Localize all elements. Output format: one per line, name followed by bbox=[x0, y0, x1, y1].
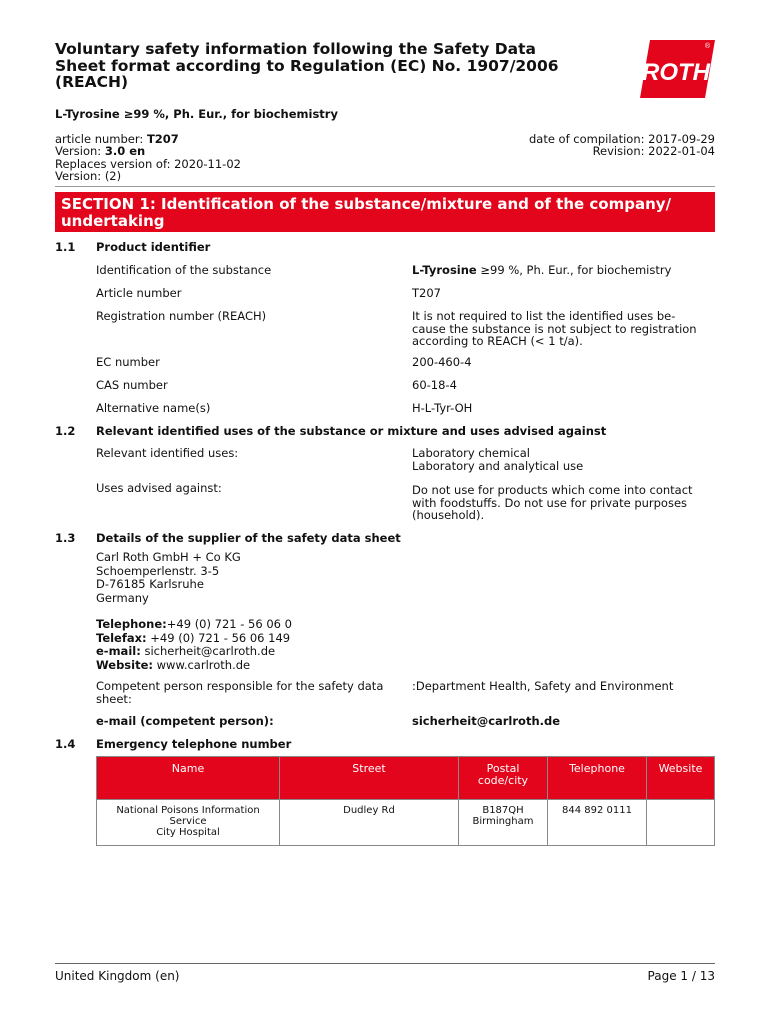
table-header-row bbox=[97, 757, 715, 800]
footer-divider bbox=[55, 963, 715, 964]
compilation-date: date of compilation: 2017-09-29 bbox=[528, 132, 715, 146]
ec-number-value: 200-460-4 bbox=[412, 355, 472, 369]
uses-advised-against-label: Uses advised against: bbox=[96, 481, 222, 495]
advised-against-line-3: (household). bbox=[412, 508, 485, 522]
title-line-3: (REACH) bbox=[55, 73, 129, 91]
header-divider bbox=[55, 186, 715, 187]
subsection-1-4-number: 1.4 bbox=[55, 737, 76, 751]
subsection-1-3-number: 1.3 bbox=[55, 531, 76, 545]
telefax-label: Telefax: bbox=[96, 630, 147, 645]
substance-name: L-Tyrosine bbox=[412, 263, 477, 277]
competent-email-value: sicherheit@carlroth.de bbox=[412, 714, 561, 728]
postal-city: Birmingham bbox=[472, 816, 534, 827]
uses-advised-against-value bbox=[412, 484, 717, 522]
email-label: e-mail: bbox=[96, 644, 141, 658]
replaces-version: Replaces version of: 2020-11-02 bbox=[55, 156, 241, 171]
substance-identification-label: Identification of the substance bbox=[96, 263, 272, 277]
section-1-title-line-1: SECTION 1: Identification of the substance/mixture and of the company/ bbox=[61, 195, 672, 213]
telefax-value: +49 (0) 721 - 56 06 149 bbox=[146, 630, 291, 645]
column-header-street: Street bbox=[280, 757, 459, 800]
column-header-name: Name bbox=[97, 757, 280, 800]
subsection-1-4-title: Emergency telephone number bbox=[96, 737, 292, 751]
revision-date: Revision: 2022-01-04 bbox=[592, 144, 715, 159]
supplier-street: Schoemperlenstr. 3-5 bbox=[96, 563, 220, 578]
registration-number-label: Registration number (REACH) bbox=[96, 309, 267, 323]
article-number-label: article number: bbox=[55, 132, 144, 146]
ec-number-label: EC number bbox=[96, 355, 160, 369]
subsection-1-3-title: Details of the supplier of the safety data sheet bbox=[96, 531, 401, 545]
identified-use-1: Laboratory chemical bbox=[412, 446, 530, 460]
section-1-heading bbox=[55, 192, 715, 232]
telephone-value: +49 (0) 721 - 56 06 0 bbox=[166, 617, 292, 631]
supplier-contacts bbox=[96, 618, 416, 672]
competent-person-label-line-2: sheet: bbox=[96, 691, 132, 706]
subsection-1-2-number: 1.2 bbox=[55, 424, 76, 438]
column-header-website: Website bbox=[647, 757, 715, 800]
table-row bbox=[97, 800, 715, 846]
substance-grade: ≥99 %, Ph. Eur., for biochemistry bbox=[476, 263, 672, 277]
telephone-label: Telephone: bbox=[96, 617, 167, 631]
website-label: Website: bbox=[96, 657, 153, 672]
logo-registered-mark: ® bbox=[704, 43, 710, 50]
footer-country: United Kingdom (en) bbox=[55, 969, 180, 983]
subsection-1-1-title: Product identifier bbox=[96, 240, 211, 254]
name-line-1: National Poisons Information bbox=[116, 805, 260, 816]
identified-use-2: Laboratory and analytical use bbox=[412, 458, 584, 473]
article-number-row-label: Article number bbox=[96, 286, 182, 300]
supplier-company: Carl Roth GmbH + Co KG bbox=[96, 550, 241, 564]
document-meta-right bbox=[529, 133, 715, 158]
competent-person-label bbox=[96, 680, 406, 705]
identified-uses-value bbox=[412, 447, 717, 472]
supplier-country: Germany bbox=[96, 590, 149, 605]
subsection-1-1-number: 1.1 bbox=[55, 240, 76, 254]
cell-website bbox=[647, 800, 715, 846]
section-1-title-line-2: undertaking bbox=[61, 211, 165, 230]
replaces-version-number: Version: (2) bbox=[55, 168, 122, 183]
article-number-row-value: T207 bbox=[412, 286, 441, 300]
title-line-1: Voluntary safety information following the Safety Data bbox=[55, 40, 536, 58]
competent-email-label: e-mail (competent person): bbox=[96, 714, 274, 728]
alternative-names-label: Alternative name(s) bbox=[96, 401, 211, 415]
website-value: www.carlroth.de bbox=[153, 657, 251, 672]
alternative-names-value: H-L-Tyr-OH bbox=[412, 401, 473, 415]
subsection-1-2-title: Relevant identified uses of the substance or mixture and uses advised against bbox=[96, 424, 607, 438]
roth-logo bbox=[640, 40, 715, 98]
cas-number-value: 60-18-4 bbox=[412, 378, 457, 392]
footer-page-number: Page 1 / 13 bbox=[647, 969, 715, 983]
name-line-2: Service bbox=[169, 816, 207, 827]
supplier-address bbox=[96, 551, 396, 605]
logo-text: ROTH bbox=[642, 59, 710, 86]
supplier-city: D-76185 Karlsruhe bbox=[96, 577, 204, 591]
registration-line-3: according to REACH (< 1 t/a). bbox=[412, 334, 583, 348]
postal-code: B187QH bbox=[482, 805, 524, 816]
registration-line-1: It is not required to list the identified uses be- bbox=[412, 309, 676, 323]
email-value: sicherheit@carlroth.de bbox=[140, 644, 276, 658]
version-value: 3.0 en bbox=[104, 144, 146, 159]
column-header-postal: Postal code/city bbox=[459, 757, 548, 800]
emergency-contacts-table bbox=[96, 756, 715, 846]
registration-number-value bbox=[412, 310, 717, 348]
article-number-value: T207 bbox=[146, 132, 179, 146]
advised-against-line-2: with foodstuffs. Do not use for private purposes bbox=[412, 495, 688, 510]
identified-uses-label: Relevant identified uses: bbox=[96, 446, 239, 460]
cell-postal bbox=[459, 800, 548, 846]
substance-identification-value bbox=[412, 264, 717, 277]
cell-street: Dudley Rd bbox=[280, 800, 459, 846]
document-title bbox=[55, 41, 575, 91]
advised-against-line-1: Do not use for products which come into contact bbox=[412, 483, 693, 497]
title-line-2: Sheet format according to Regulation (EC) No. 1907/2006 bbox=[55, 56, 559, 75]
competent-person-value: :Department Health, Safety and Environment bbox=[412, 679, 674, 693]
cas-number-label: CAS number bbox=[96, 378, 168, 392]
competent-person-label-line-1: Competent person responsible for the safety data bbox=[96, 679, 384, 693]
cell-name bbox=[97, 800, 280, 846]
registration-line-2: cause the substance is not subject to registration bbox=[412, 321, 697, 336]
cell-telephone: 844 892 0111 bbox=[548, 800, 647, 846]
name-line-3: City Hospital bbox=[156, 827, 220, 838]
product-name: L-Tyrosine ≥99 %, Ph. Eur., for biochemistry bbox=[55, 107, 338, 121]
document-meta-left bbox=[55, 133, 241, 182]
column-header-telephone: Telephone bbox=[548, 757, 647, 800]
version-label: Version: bbox=[55, 144, 102, 159]
